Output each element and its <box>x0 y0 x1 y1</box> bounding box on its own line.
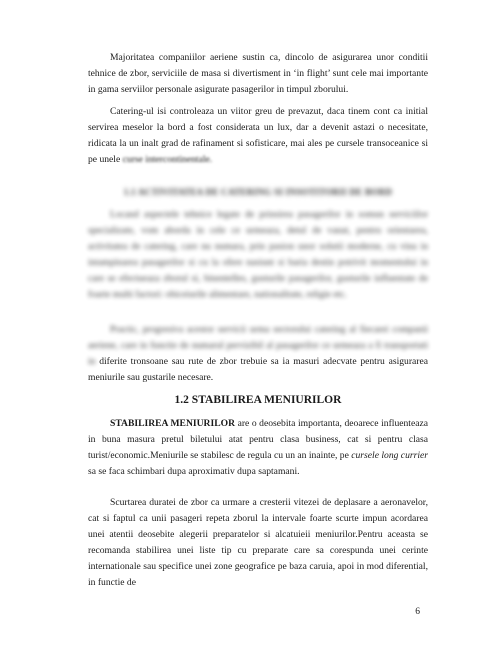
paragraph-menus <box>88 416 428 480</box>
paragraph-catering-text: Catering-ul isi controleaza un viitor greu de prevazut, daca tinem cont ca initial servirea meselor la bord a fost considerata un lux, dar a devenit astazi o necesitate, ridicata la un inalt grad de rafinament si sofisticare, mai ales pe cursele transoceanice si pe unele <box>88 106 428 165</box>
paragraph-blurred-1 <box>88 207 428 303</box>
paragraph-duration <box>88 495 428 591</box>
paragraph-blurred-1-text: Locand aspectele tehnice legate de prinsirea pasagerilor in somun serviciilor specializate, vom aborda in cele ce urmeaza, detul de vanat, pentru orientarea, activitatea de catering, care nu numara, prin pasion unor solutii moderne, cu vina in intampinarea pasagerilor si cu la ofere nasiunt si baria destin potrivit momentului in care se efectueaza zborul si, binentelles, gusturile pasagerilor, gusturile influentate de foarte multi factori: obiceiurile alimentare, nationalitate, religie etc. <box>88 209 428 300</box>
paragraph-blurred-2-text: Practic, progresiva acestor servicii urma sectorului catering al fiecarei companii aeriene, care in functie de numarul pervizibil al pasagerilor ce urmeaza a fi transportati in <box>88 324 428 367</box>
paragraph-duration-text: Scurtarea duratei de zbor ca urmare a cresterii vitezei de deplasare a aeronavelor, cat si faptul ca unii pasageri repeta zborul la intervale foarte scurte impun acordarea unei atentii deosebite alegerii preparatelor si alcatuieii meniurilor.Pentru aceasta se recomanda stabilirea unei liste tip cu preparate care sa corespunda unei cerinte internationale sau specifice unei zone geografice pe baza caruia, apoi in mod diferential, in functie de <box>88 497 428 588</box>
paragraph-menus-end: sa se faca schimbari dupa aproximativ dupa saptamani. <box>88 466 300 477</box>
paragraph-intro <box>88 50 428 98</box>
paragraph-catering-blurred: curse intercontinentale. <box>122 154 213 165</box>
paragraph-menus-clear: diferite tronsoane sau rute de zbor trebuie sa ia masuri adecvate pentru asigurarea meniurile sau gustarile necesare. <box>88 356 428 383</box>
page-number: 6 <box>415 607 420 617</box>
paragraph-menus-bold: STABILIREA MENIURILOR <box>110 418 235 429</box>
paragraph-menus-text: are o deosebita importanta, deoarece influenteaza in buna masura pretul biletului atat pentru clasa business, cat si pentru clasa turist/economic.Meniurile se stabilesc de regula cu un an inainte, pe <box>88 418 428 461</box>
heading-section-1-1: 1.1 ACTIVITATEA DE CATERING SI INSOTITORII DE BORD <box>123 187 393 197</box>
heading-section-1-2: 1.2 STABILIREA MENIURILOR <box>174 394 342 406</box>
paragraph-catering <box>88 104 428 168</box>
paragraph-intro-text: Majoritatea companiilor aeriene sustin ca, dincolo de asigurarea unor conditii tehnice de zbor, serviciile de masa si divertisment in ‘in flight’ sunt cele mai importante in gama serviilor personale asigurate pasagerilor in timpul zborului. <box>88 52 428 95</box>
paragraph-menus-italic: cursele long currier <box>351 450 428 461</box>
paragraph-blurred-2 <box>88 322 428 386</box>
